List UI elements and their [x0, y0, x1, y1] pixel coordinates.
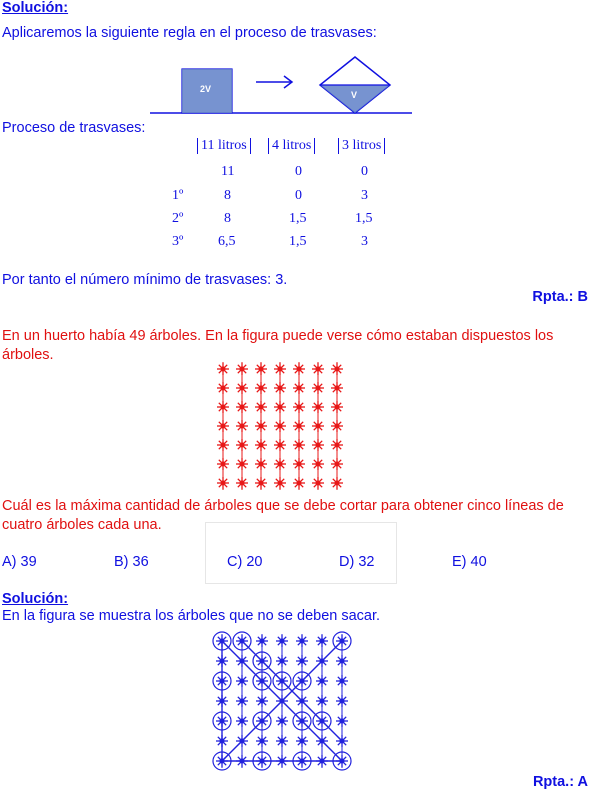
- tree-icon: [331, 382, 343, 394]
- option-a: A) 39: [2, 554, 37, 570]
- tree-icon: [293, 382, 305, 394]
- process-heading: Proceso de trasvases:: [2, 120, 146, 136]
- tree-icon: [296, 635, 308, 647]
- tree-icon: [293, 458, 305, 470]
- tree-icon: [217, 382, 229, 394]
- tree-icon: [316, 675, 328, 687]
- tree-icon: [336, 695, 348, 707]
- tree-icon: [331, 439, 343, 451]
- cell: 0: [295, 188, 302, 203]
- blue-tree-grid: [208, 627, 358, 777]
- cell: 11: [221, 164, 235, 179]
- answer-b: Rpta.: B: [532, 289, 588, 305]
- tree-icon: [336, 715, 348, 727]
- tree-icon: [336, 675, 348, 687]
- tree-icon: [274, 363, 286, 375]
- tree-icon: [293, 401, 305, 413]
- cell: 3: [361, 234, 368, 249]
- tree-icon: [274, 382, 286, 394]
- intro-text: Aplicaremos la siguiente regla en el proceso de trasvases:: [2, 25, 377, 41]
- option-d: D) 32: [339, 554, 375, 570]
- tree-icon: [276, 735, 288, 747]
- cell: 1,5: [355, 211, 373, 226]
- tree-icon: [316, 695, 328, 707]
- tree-icon: [255, 477, 267, 489]
- tree-icon: [255, 458, 267, 470]
- red-tree-grid: [211, 357, 351, 497]
- step-label: 1º: [172, 188, 184, 203]
- tree-icon: [296, 655, 308, 667]
- tree-icon: [255, 420, 267, 432]
- step-label: 2º: [172, 211, 184, 226]
- tree-icon: [256, 695, 268, 707]
- tree-icon: [293, 439, 305, 451]
- tree-icon: [255, 382, 267, 394]
- cell: 8: [224, 211, 231, 226]
- tree-icon: [236, 715, 248, 727]
- tree-icon: [316, 635, 328, 647]
- cell: 8: [224, 188, 231, 203]
- option-e: E) 40: [452, 554, 487, 570]
- tree-icon: [293, 363, 305, 375]
- tree-icon: [236, 420, 248, 432]
- tree-icon: [274, 477, 286, 489]
- tree-icon: [217, 477, 229, 489]
- tree-icon: [296, 735, 308, 747]
- tree-icon: [312, 477, 324, 489]
- diamond-label: V: [351, 90, 358, 100]
- tree-icon: [256, 735, 268, 747]
- problem-statement: En un huerto había 49 árboles. En la figura puede verse cómo estaban dispuestos los árboles.: [2, 328, 554, 363]
- problem-question: Cuál es la máxima cantidad de árboles que se debe cortar para obtener cinco líneas de cuatro árboles cada una.: [2, 498, 564, 533]
- tree-icon: [217, 363, 229, 375]
- cell: 0: [361, 164, 368, 179]
- cell: 3: [361, 188, 368, 203]
- tree-icon: [217, 420, 229, 432]
- tree-icon: [276, 635, 288, 647]
- tree-icon: [312, 382, 324, 394]
- tree-icon: [274, 439, 286, 451]
- tree-icon: [293, 420, 305, 432]
- tree-icon: [236, 695, 248, 707]
- header-4-litros: 4 litros: [268, 138, 315, 154]
- step-label: 3º: [172, 234, 184, 249]
- solution-heading: Solución:: [2, 0, 69, 16]
- tree-icon: [312, 439, 324, 451]
- tree-icon: [274, 420, 286, 432]
- cell: 0: [295, 164, 302, 179]
- tree-icon: [274, 401, 286, 413]
- tree-icon: [236, 439, 248, 451]
- tree-icon: [293, 477, 305, 489]
- header-11-litros: 11 litros: [197, 138, 251, 154]
- tree-icon: [236, 675, 248, 687]
- conclusion-text: Por tanto el número mínimo de trasvases: 3.: [2, 272, 288, 288]
- header-3-litros: 3 litros: [338, 138, 385, 154]
- tree-icon: [236, 477, 248, 489]
- option-b: B) 36: [114, 554, 149, 570]
- tree-icon: [236, 382, 248, 394]
- tree-icon: [312, 401, 324, 413]
- tree-icon: [274, 458, 286, 470]
- tree-icon: [331, 477, 343, 489]
- tree-icon: [312, 458, 324, 470]
- tree-icon: [236, 401, 248, 413]
- solution-text-2: En la figura se muestra los árboles que no se deben sacar.: [2, 608, 381, 624]
- watermark-logo: [205, 522, 397, 584]
- tree-icon: [336, 655, 348, 667]
- tree-icon: [276, 715, 288, 727]
- answer-a: Rpta.: A: [532, 774, 588, 790]
- cell: 6,5: [218, 234, 236, 249]
- tree-icon: [217, 439, 229, 451]
- option-c: C) 20: [227, 554, 263, 570]
- tree-icon: [256, 635, 268, 647]
- tree-icon: [255, 439, 267, 451]
- cell: 1,5: [289, 211, 307, 226]
- tree-icon: [236, 458, 248, 470]
- tree-icon: [312, 420, 324, 432]
- tree-icon: [276, 655, 288, 667]
- transfer-rule-diagram: [0, 55, 600, 125]
- tree-icon: [217, 401, 229, 413]
- tree-icon: [331, 458, 343, 470]
- tree-icon: [255, 401, 267, 413]
- tree-icon: [331, 401, 343, 413]
- tree-icon: [255, 363, 267, 375]
- cell: 1,5: [289, 234, 307, 249]
- tree-icon: [331, 363, 343, 375]
- solution-heading-2: Solución:: [2, 591, 69, 607]
- tree-icon: [236, 363, 248, 375]
- tree-icon: [217, 458, 229, 470]
- tree-icon: [312, 363, 324, 375]
- box-label: 2V: [200, 84, 212, 94]
- tree-icon: [331, 420, 343, 432]
